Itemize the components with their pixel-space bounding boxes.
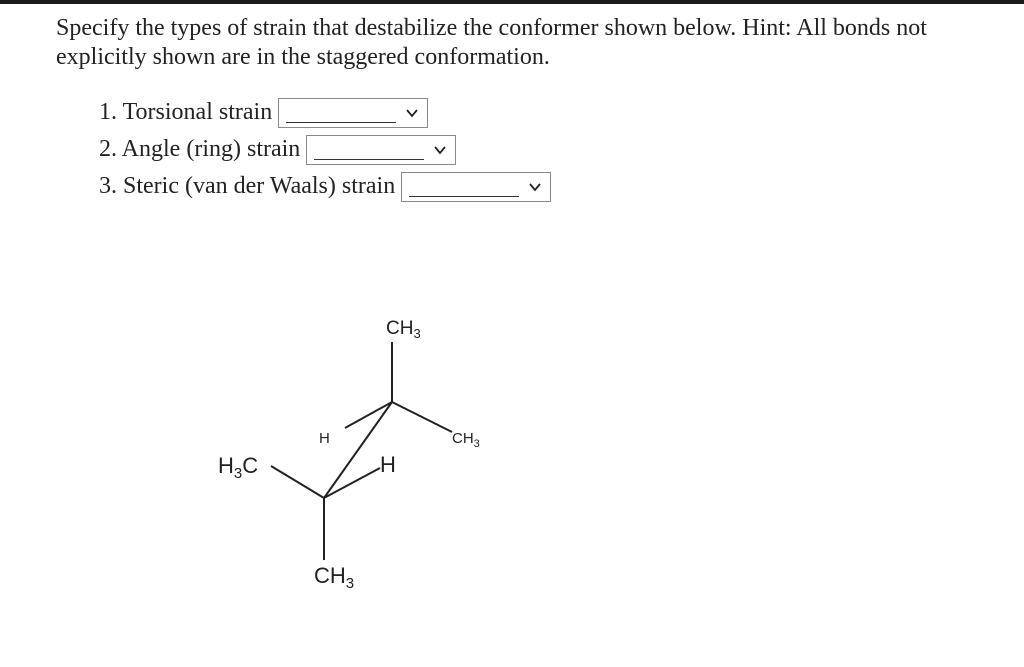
right-methyl-label: $CH_3$	[452, 430, 480, 450]
bond-left-ch3	[271, 466, 324, 498]
top-methyl-label: $CH_3$	[386, 318, 421, 341]
strain-label: 2. Angle (ring) strain	[99, 136, 301, 162]
bottom-methyl-label: $CH_3$	[314, 563, 355, 592]
bond-central	[324, 402, 392, 498]
left-methyl-label: $H_3C$	[218, 453, 259, 482]
bond-back-h	[345, 402, 392, 428]
question-text: Specify the types of strain that destabilize the conformer shown below. Hint: All bonds not explicitly shown are in the staggered conformation.	[56, 15, 927, 70]
bond-right-ch3	[392, 402, 452, 432]
strain-label: 3. Steric (van der Waals) strain	[99, 173, 396, 199]
back-hydrogen-label: H	[319, 430, 330, 447]
front-hydrogen-label: H	[380, 452, 396, 477]
strain-label: 1. Torsional strain	[99, 99, 273, 125]
bond-front-h	[324, 468, 380, 498]
